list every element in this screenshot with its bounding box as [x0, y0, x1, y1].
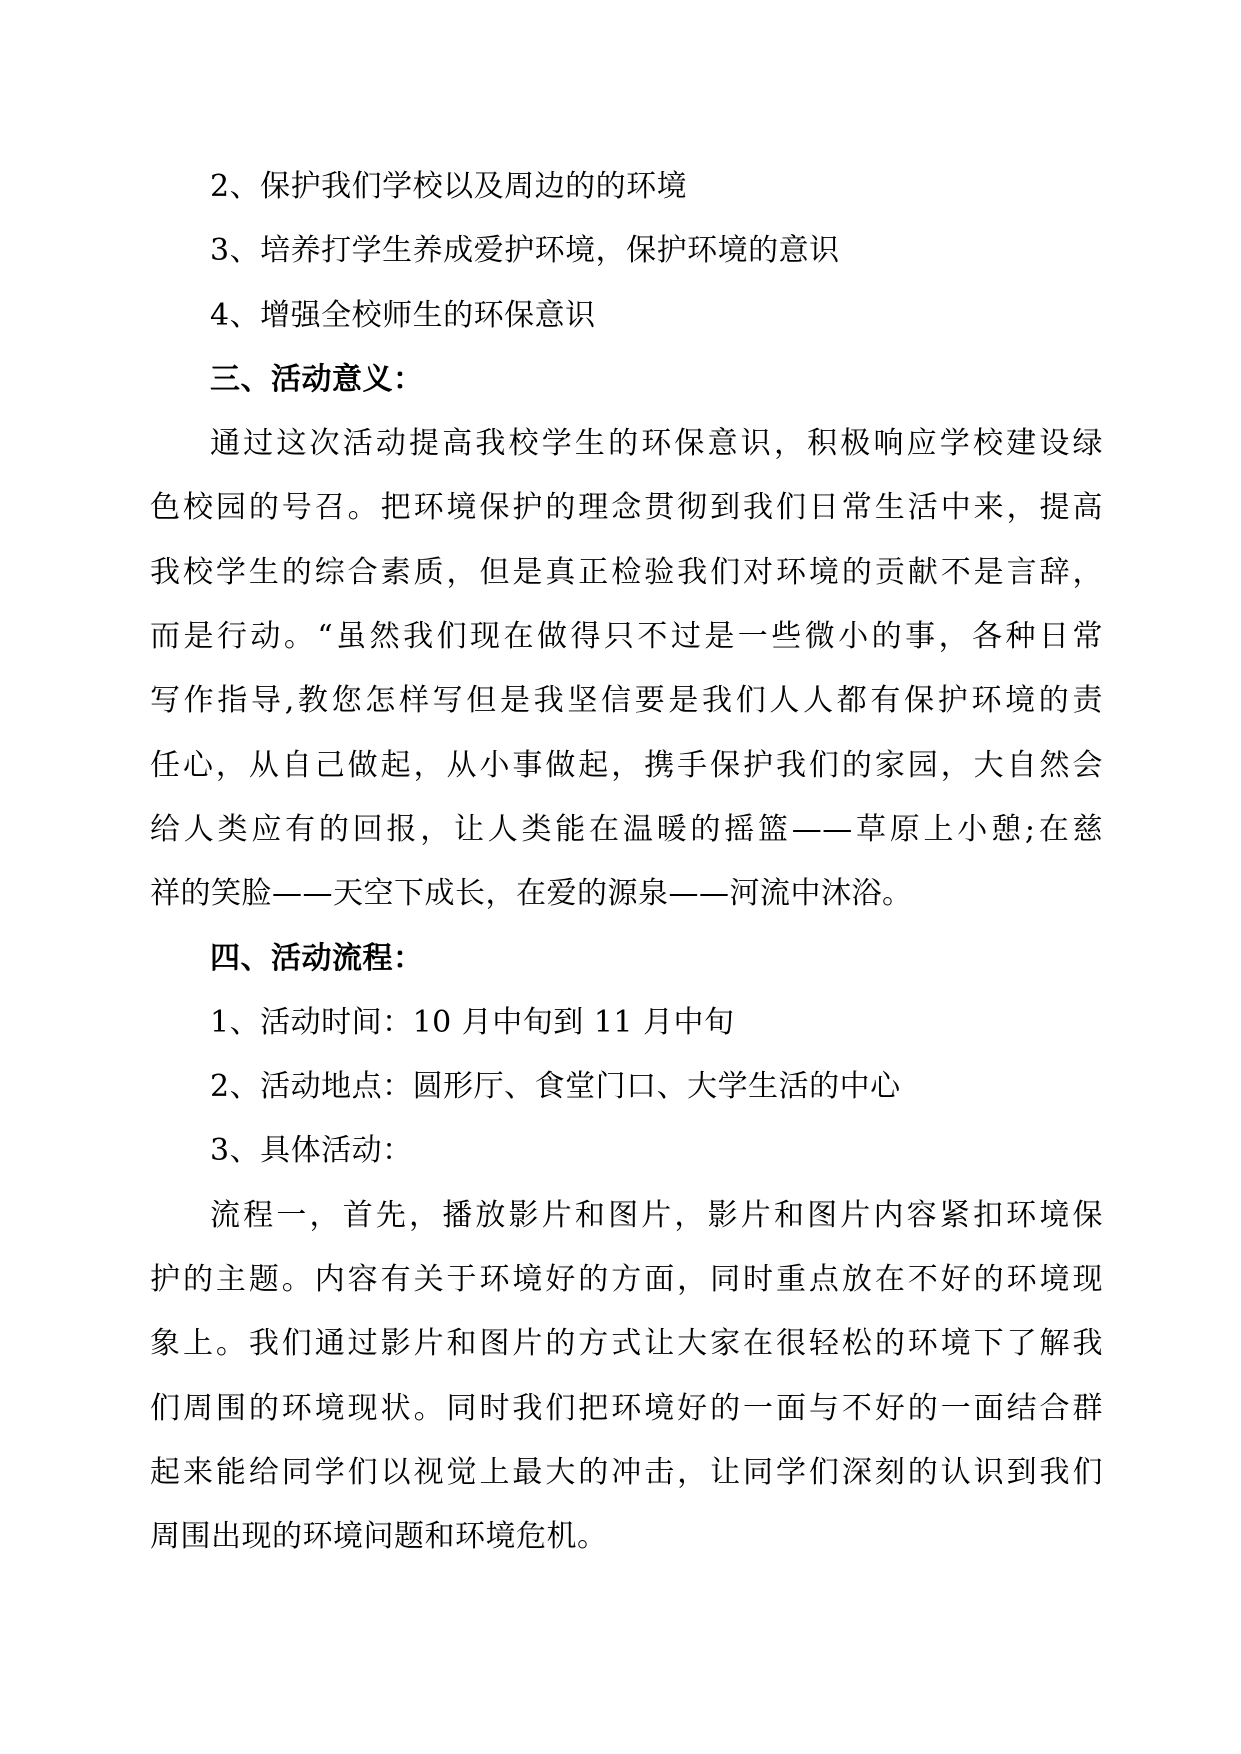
paragraph-line: 周围出现的环境问题和环境危机。 [150, 1519, 608, 1555]
list-item: 4、增强全校师生的环保意识 [210, 297, 596, 333]
paragraph-line: 们周围的环境现状。同时我们把环境好的一面与不好的一面结合群 [150, 1390, 1103, 1426]
document-body [150, 155, 1105, 1570]
list-item: 2、保护我们学校以及周边的的环境 [210, 169, 688, 204]
paragraph-line: 起来能给同学们以视觉上最大的冲击，让同学们深刻的认识到我们 [150, 1454, 1103, 1490]
paragraph-line: 而是行动。“虽然我们现在做得只不过是一些微小的事，各种日常 [150, 619, 1103, 655]
paragraph-line: 护的主题。内容有关于环境好的方面，同时重点放在不好的环境现 [150, 1262, 1103, 1298]
paragraph-line: 色校园的号召。把环境保护的理念贯彻到我们日常生活中来，提高 [150, 490, 1103, 526]
list-item: 1、活动时间：10 月中旬到 11 月中旬 [210, 1004, 735, 1040]
section-heading: 四、活动流程： [210, 940, 424, 976]
paragraph-line: 祥的笑脸——天空下成长，在爱的源泉——河流中沐浴。 [150, 876, 913, 912]
list-item: 2、活动地点：圆形厅、食堂门口、大学生活的中心 [210, 1069, 901, 1105]
section-heading: 三、活动意义： [210, 361, 424, 397]
paragraph-line: 象上。我们通过影片和图片的方式让大家在很轻松的环境下了解我 [150, 1326, 1103, 1362]
paragraph-line: 我校学生的综合素质，但是真正检验我们对环境的贡献不是言辞， [150, 554, 1103, 590]
paragraph-line: 给人类应有的回报，让人类能在温暖的摇篮——草原上小憩;在慈 [150, 811, 1103, 847]
paragraph-line: 写作指导,教您怎样写但是我坚信要是我们人人都有保护环境的责 [150, 683, 1103, 719]
paragraph-line: 任心，从自己做起，从小事做起，携手保护我们的家园，大自然会 [150, 747, 1103, 783]
paragraph-line: 流程一，首先，播放影片和图片，影片和图片内容紧扣环境保 [210, 1197, 1103, 1233]
paragraph-line: 通过这次活动提高我校学生的环保意识，积极响应学校建设绿 [210, 426, 1103, 462]
list-item: 3、具体活动： [210, 1133, 413, 1169]
list-item: 3、培养打学生养成爱护环境，保护环境的意识 [210, 233, 840, 269]
